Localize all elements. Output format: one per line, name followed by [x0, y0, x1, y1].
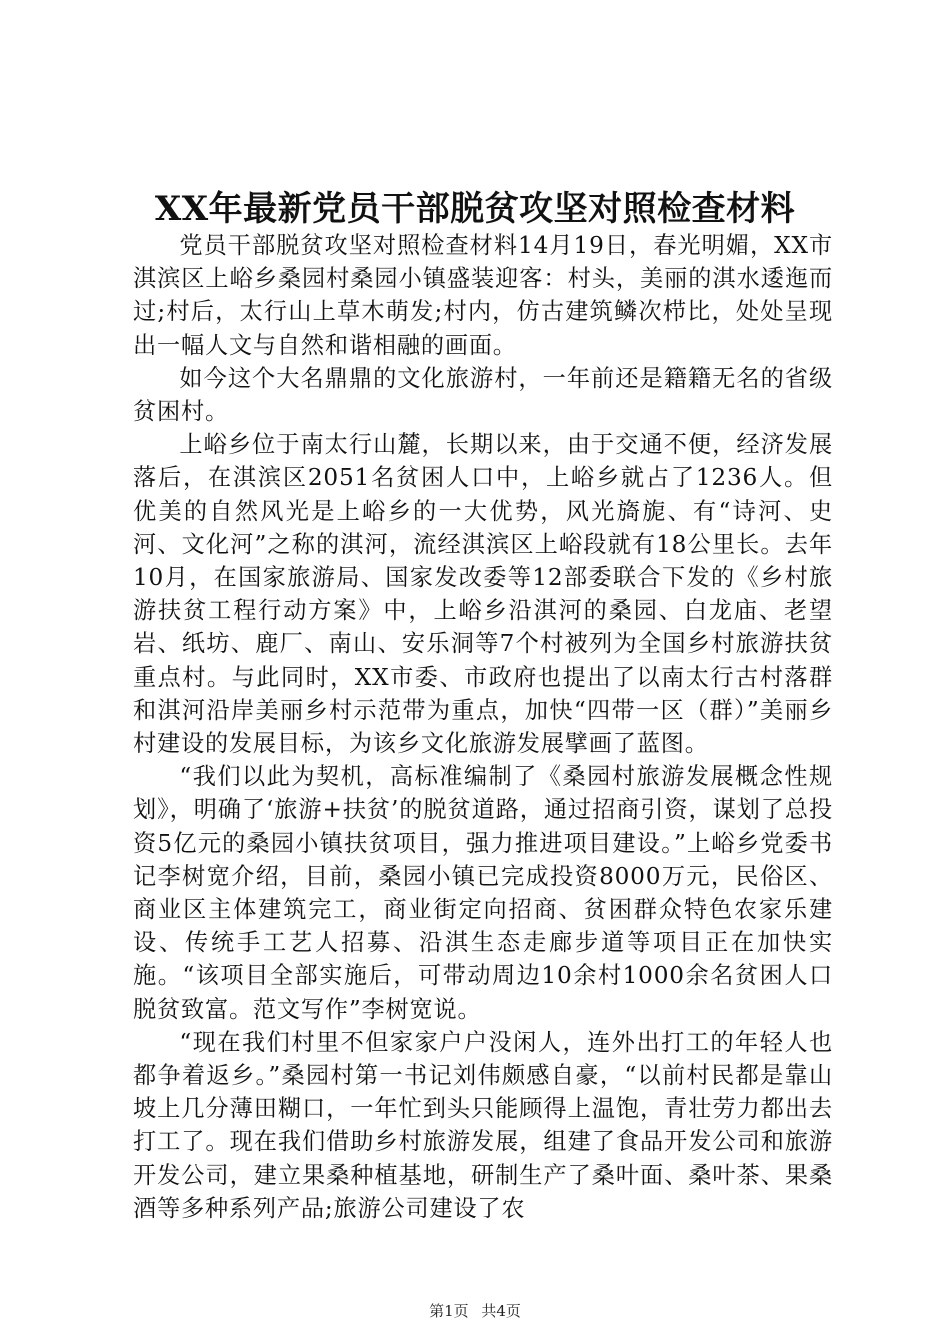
document-title: XX年最新党员干部脱贫攻坚对照检查材料 — [154, 189, 796, 229]
paragraph: 党员干部脱贫攻坚对照检查材料14月19日，春光明媚，XX市淇滨区上峪乡桑园村桑园小镇盛装迎客：村头，美丽的淇水逶迤而过;村后，太行山上草木萌发;村内，仿古建筑鳞次栉比，处处呈现出一幅人文与自然和谐相融的画面。 — [133, 232, 833, 359]
paragraph: 如今这个大名鼎鼎的文化旅游村，一年前还是籍籍无名的省级贫困村。 — [133, 364, 833, 426]
page-footer — [0, 1301, 950, 1321]
page-number: 第1页 — [429, 1302, 469, 1320]
document-body — [133, 229, 833, 1225]
paragraph: “我们以此为契机，高标准编制了《桑园村旅游发展概念性规划》，明确了‘旅游+扶贫’的脱贫道路，通过招商引资，谋划了总投资5亿元的桑园小镇扶贫项目，强力推进项目建设。”上峪乡党委书记李树宽介绍，目前，桑园小镇已完成投资8000万元，民俗区、商业区主体建筑完工，商业街定向招商、贫困群众特色农家乐建设、传统手工艺人招募、沿淇生态走廊步道等项目正在加快实施。“该项目全部实施后，可带动周边10余村1000余名贫困人口脱贫致富。范文写作”李树宽说。 — [133, 763, 833, 1023]
paragraph: “现在我们村里不但家家户户没闲人，连外出打工的年轻人也都争着返乡。”桑园村第一书记刘伟颇感自豪，“以前村民都是靠山坡上几分薄田糊口，一年忙到头只能顾得上温饱，青壮劳力都出去打工了。现在我们借助乡村旅游发展，组建了食品开发公司和旅游开发公司，建立果桑种植基地，研制生产了桑叶面、桑叶茶、果桑酒等多种系列产品;旅游公司建设了农 — [133, 1028, 833, 1222]
paragraph: 上峪乡位于南太行山麓，长期以来，由于交通不便，经济发展落后，在淇滨区2051名贫困人口中，上峪乡就占了1236人。但优美的自然风光是上峪乡的一大优势，风光旖旎、有“诗河、史河、文化河”之称的淇河，流经淇滨区上峪段就有18公里长。去年10月，在国家旅游局、国家发改委等12部委联合下发的《乡村旅游扶贫工程行动方案》中，上峪乡沿淇河的桑园、白龙庙、老望岩、纸坊、鹿厂、南山、安乐洞等7个村被列为全国乡村旅游扶贫重点村。与此同时，XX市委、市政府也提出了以南太行古村落群和淇河沿岸美丽乡村示范带为重点，加快“四带一区（群）”美丽乡村建设的发展目标，为该乡文化旅游发展擘画了蓝图。 — [133, 431, 833, 758]
page-total: 共4页 — [481, 1302, 521, 1320]
